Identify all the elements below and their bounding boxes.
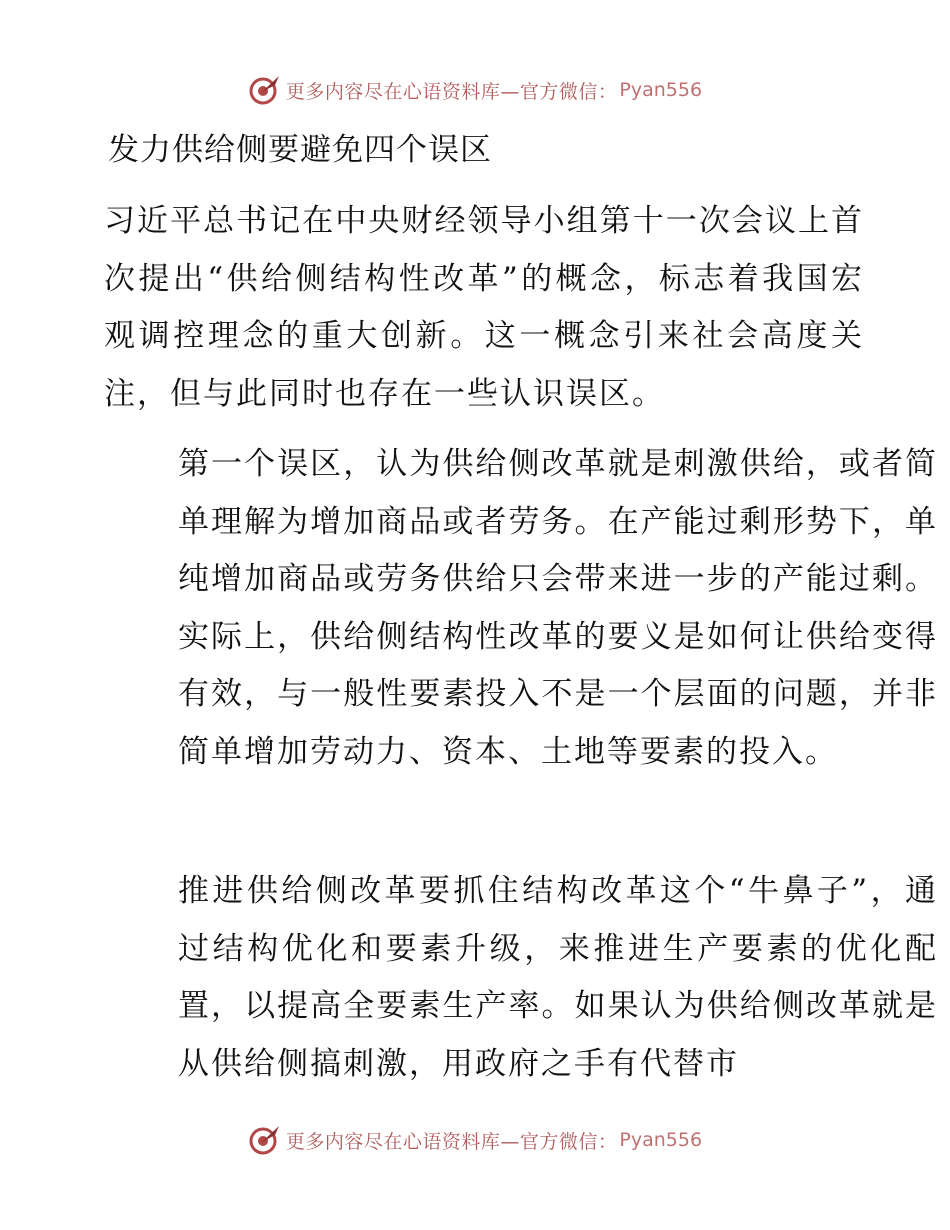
paragraph-structural-reform: 推进供给侧改革要抓住结构改革这个“牛鼻子”，通过结构优化和要素升级，来推进生产要素的优化配置，以提高全要素生产率。如果认为供给侧改革就是从供给侧搞刺激，用政府之手有代替市 [178, 873, 938, 1082]
paragraph-intro: 习近平总书记在中央财经领导小组第十一次会议上首次提出“供给侧结构性改革”的概念，标志着我国宏观调控理念的重大创新。这一概念引来社会高度关注，但与此同时也存在一些认识误区。 [104, 203, 864, 412]
watermark-wechat-id: Pyan556 [619, 79, 703, 101]
document-title: 发力供给侧要避免四个误区 [108, 132, 492, 168]
paragraph-misconception-one: 第一个误区，认为供给侧改革就是刺激供给，或者简单理解为增加商品或者劳务。在产能过剩形势下，单纯增加商品或劳务供给只会带来进一步的产能过剩。实际上，供给侧结构性改革的要义是如何让供给变得有效，与一般性要素投入不是一个层面的问题，并非简单增加劳动力、资本、土地等要素的投入。 [178, 446, 938, 770]
quill-logo-icon [248, 1123, 282, 1157]
watermark-text: 更多内容尽在心语资料库—官方微信： [285, 1130, 618, 1153]
header-watermark [0, 70, 950, 110]
quill-logo-icon [248, 73, 282, 107]
watermark-text: 更多内容尽在心语资料库—官方微信： [285, 80, 618, 103]
watermark-wechat-id: Pyan556 [619, 1129, 703, 1151]
footer-watermark [0, 1120, 950, 1160]
